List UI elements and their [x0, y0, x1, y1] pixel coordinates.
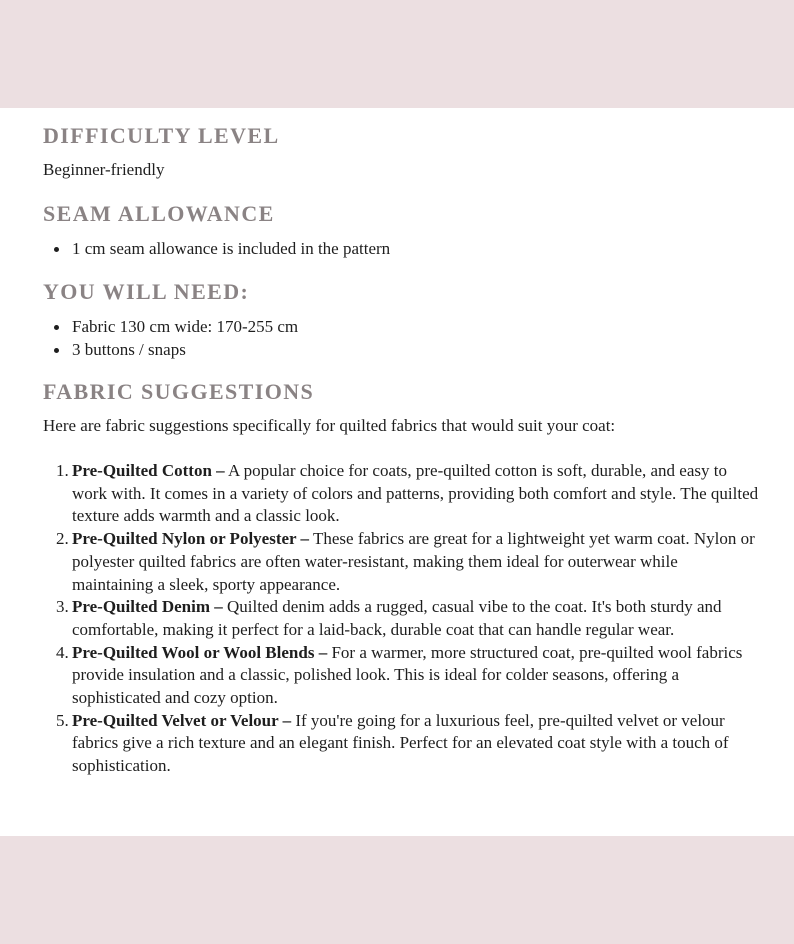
list-item [43, 642, 760, 710]
you-will-need-heading: YOU WILL NEED: [43, 279, 250, 304]
item-number: 4 . [56, 642, 69, 665]
document-page [0, 108, 794, 836]
item-description: These fabrics are great for a lightweight yet warm coat. Nylon or polyester quilted fabrics are often water-resistant, making them ideal for outerwear while maintaining a sleek, sporty appearance. [72, 529, 755, 594]
item-description: If you're going for a luxurious feel, pre-quilted velvet or velour fabrics give a rich texture and an elegant finish. Perfect for an elevated coat style with a touch of sophistication. [72, 710, 729, 776]
list-item: 3 buttons / snaps [43, 338, 298, 361]
list-item: 1 cm seam allowance is included in the pattern [43, 237, 390, 260]
list-item: Fabric 130 cm wide: 170-255 cm [43, 315, 298, 338]
item-number: 1 . [56, 460, 69, 483]
fabric-list [43, 460, 760, 778]
item-description: For a warmer, more structured coat, pre-quilted wool fabrics provide insulation and a classic, polished look. This is ideal for colder seasons, offering a sophisticated and cozy option. [72, 642, 743, 708]
list-item [43, 596, 760, 641]
item-title: Pre-Quilted Nylon or Polyester – [72, 529, 310, 549]
seam-allowance-heading: SEAM ALLOWANCE [43, 201, 275, 226]
difficulty-text: Beginner-friendly [43, 160, 165, 179]
list-item [43, 710, 760, 778]
item-description: A popular choice for coats, pre-quilted cotton is soft, durable, and easy to work with. It comes in a variety of colors and patterns, providing both comfort and style. The quilted texture adds warmth and a classic look. [72, 461, 759, 526]
difficulty-heading: DIFFICULTY LEVEL [43, 123, 280, 148]
item-number: 5 . [56, 710, 69, 733]
item-title: Pre-Quilted Denim – [72, 597, 223, 617]
item-description: Quilted denim adds a rugged, casual vibe to the coat. It's both sturdy and comfortable, making it perfect for a laid-back, durable coat that can handle regular wear. [72, 597, 722, 639]
bottom-margin-band [0, 836, 794, 944]
item-title: Pre-Quilted Velvet or Velour – [72, 710, 292, 730]
seam-allowance-list [43, 237, 390, 260]
fabric-intro: Here are fabric suggestions specifically for quilted fabrics that would suit your coat: [43, 416, 616, 435]
list-item [43, 460, 760, 528]
materials-list [43, 315, 298, 361]
item-number: 3 . [56, 596, 69, 619]
list-item [43, 528, 760, 596]
top-margin-band [0, 0, 794, 108]
item-title: Pre-Quilted Cotton – [72, 461, 225, 480]
fabric-suggestions-heading: FABRIC SUGGESTIONS [43, 379, 315, 404]
item-title: Pre-Quilted Wool or Wool Blends – [72, 642, 328, 662]
item-number: 2 . [56, 528, 69, 551]
